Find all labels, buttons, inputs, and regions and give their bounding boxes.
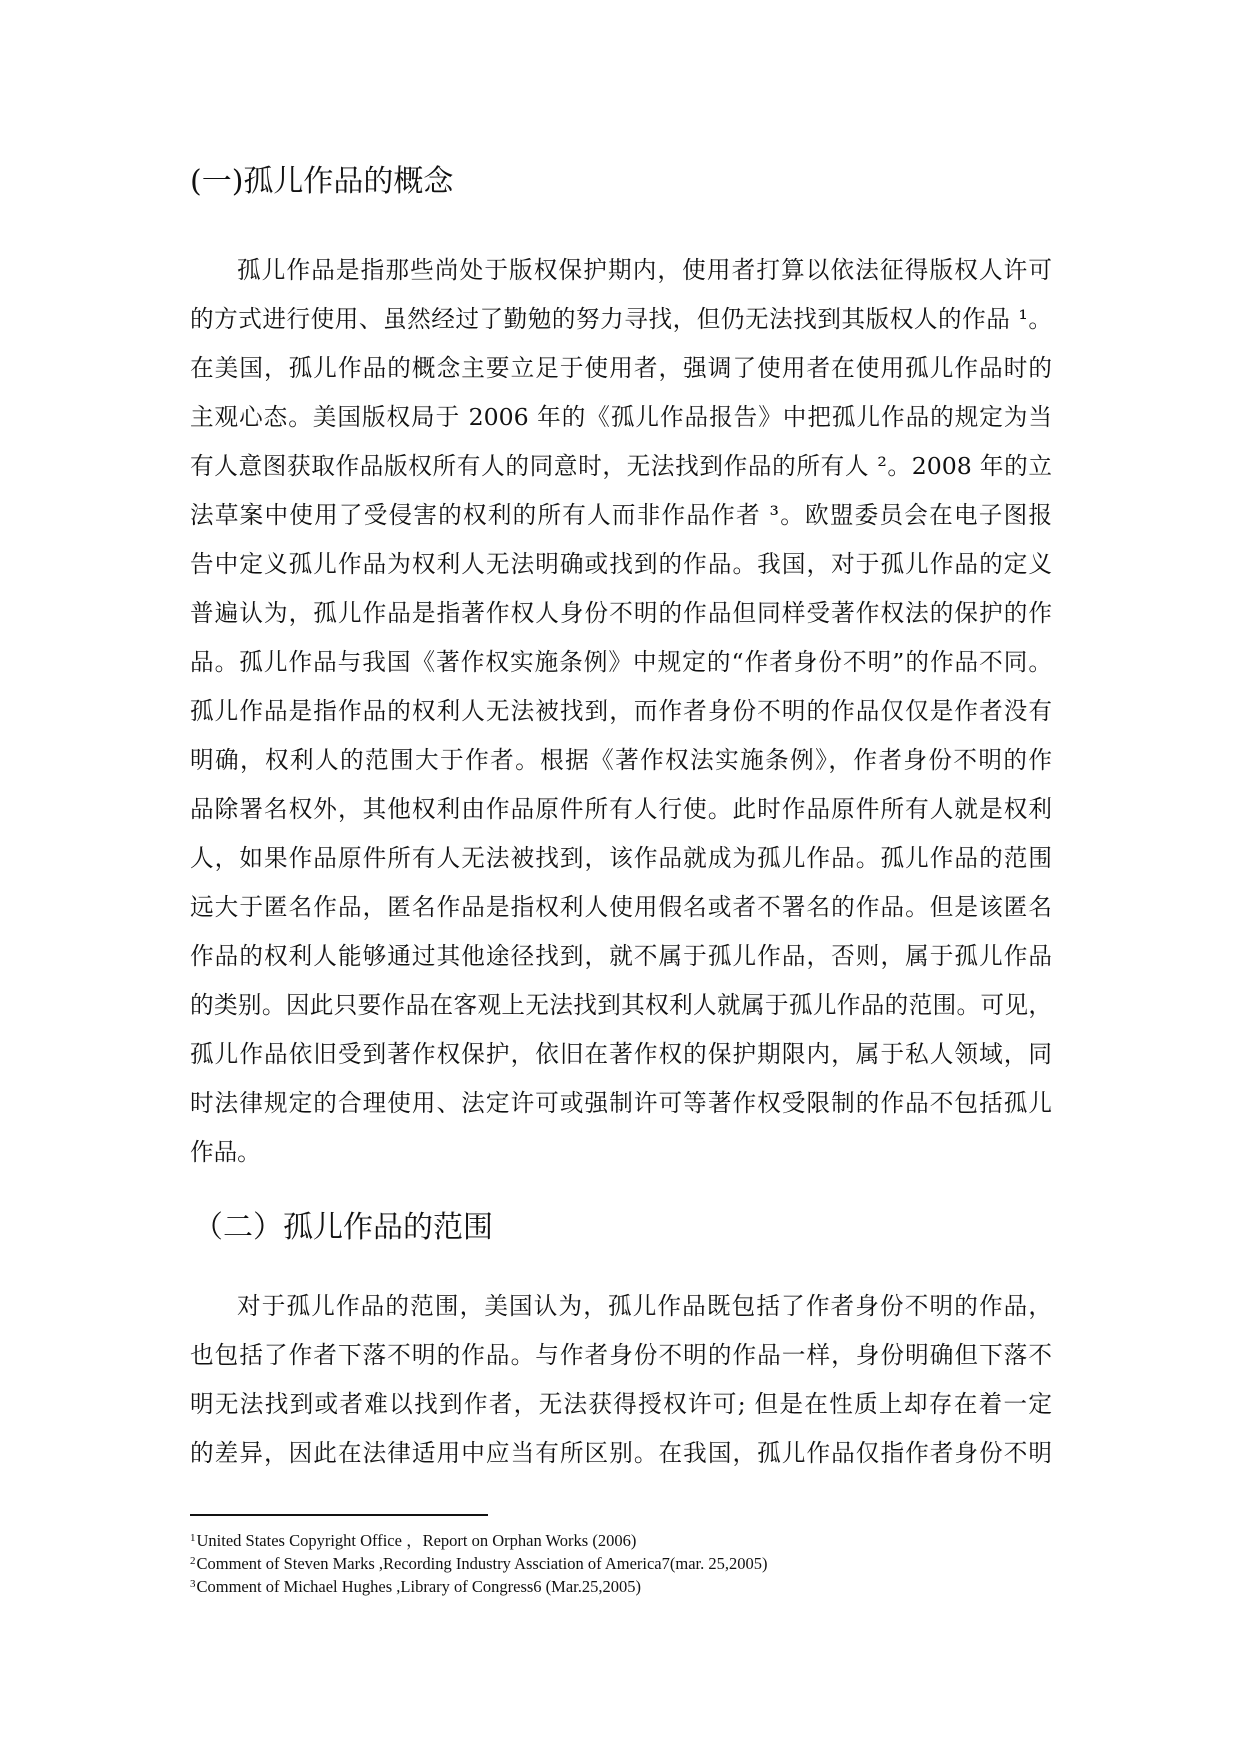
footnote [190,1574,1050,1597]
paragraph-line: 品除署名权外，其他权利由作品原件所有人行使。此时作品原件所有人就是权利 [190,795,1052,823]
paragraph-line: 有人意图获取作品版权所有人的同意时，无法找到作品的所有人 ²。2008 年的立 [190,452,1052,480]
paragraph-line: 也包括了作者下落不明的作品。与作者身份不明的作品一样，身份明确但下落不 [190,1341,1052,1369]
paragraph-line: 的方式进行使用、虽然经过了勤勉的努力寻找，但仍无法找到其版权人的作品 ¹。 [190,305,1052,333]
paragraph-line: 的类别。因此只要作品在客观上无法找到其权利人就属于孤儿作品的范围。可见， [190,991,1052,1019]
section-heading-concept: (一)孤儿作品的概念 [190,164,454,199]
paragraph-line: 法草案中使用了受侵害的权利的所有人而非作品作者 ³。欧盟委员会在电子图报 [190,501,1052,529]
paragraph-line: 主观心态。美国版权局于 2006 年的《孤儿作品报告》中把孤儿作品的规定为当 [190,403,1052,431]
paragraph-line: 远大于匿名作品，匿名作品是指权利人使用假名或者不署名的作品。但是该匿名 [190,893,1052,921]
paragraph-scope [190,1282,1052,1478]
paragraph-line: 时法律规定的合理使用、法定许可或强制许可等著作权受限制的作品不包括孤儿 [190,1089,1052,1117]
footnotes [190,1528,1050,1597]
paragraph-line: 告中定义孤儿作品为权利人无法明确或找到的作品。我国，对于孤儿作品的定义 [190,550,1052,578]
footnote-text: United States Copyright Office ，Report on Orphan Works (2006) [196,1531,637,1550]
paragraph-line: 孤儿作品依旧受到著作权保护，依旧在著作权的保护期限内，属于私人领域，同 [190,1040,1052,1068]
paragraph-concept [190,246,1052,1177]
footnote-mark: 1 [190,1532,196,1544]
paragraph-line: 普遍认为，孤儿作品是指著作权人身份不明的作品但同样受著作权法的保护的作 [190,599,1052,627]
paragraph-line: 孤儿作品是指作品的权利人无法被找到，而作者身份不明的作品仅仅是作者没有 [190,697,1052,725]
paragraph-line: 的差异，因此在法律适用中应当有所区别。在我国，孤儿作品仅指作者身份不明 [190,1439,1052,1467]
paragraph-line: 作品的权利人能够通过其他途径找到，就不属于孤儿作品，否则，属于孤儿作品 [190,942,1052,970]
paragraph-line: 品。孤儿作品与我国《著作权实施条例》中规定的“作者身份不明”的作品不同。 [190,648,1052,676]
footnote [190,1551,1050,1574]
paragraph-line: 明无法找到或者难以找到作者，无法获得授权许可; 但是在性质上却存在着一定 [190,1390,1052,1418]
footnote-text: Comment of Michael Hughes ,Library of Congress6 (Mar.25,2005) [196,1577,642,1596]
section-heading-scope: （二）孤儿作品的范围 [193,1210,493,1245]
paragraph-line: 对于孤儿作品的范围，美国认为，孤儿作品既包括了作者身份不明的作品， [237,1292,1052,1320]
footnote-text: Comment of Steven Marks ,Recording Industry Assciation of America7(mar. 25,2005) [196,1554,768,1573]
paragraph-line: 作品。 [190,1138,261,1166]
paragraph-line: 人，如果作品原件所有人无法被找到，该作品就成为孤儿作品。孤儿作品的范围 [190,844,1052,872]
paragraph-line: 明确，权利人的范围大于作者。根据《著作权法实施条例》，作者身份不明的作 [190,746,1052,774]
footnote [190,1528,1050,1551]
paragraph-line: 孤儿作品是指那些尚处于版权保护期内，使用者打算以依法征得版权人许可 [237,256,1052,284]
footnote-separator [190,1514,488,1516]
footnote-mark: 3 [190,1578,196,1590]
footnote-mark: 2 [190,1555,196,1567]
paragraph-line: 在美国，孤儿作品的概念主要立足于使用者，强调了使用者在使用孤儿作品时的 [190,354,1052,382]
